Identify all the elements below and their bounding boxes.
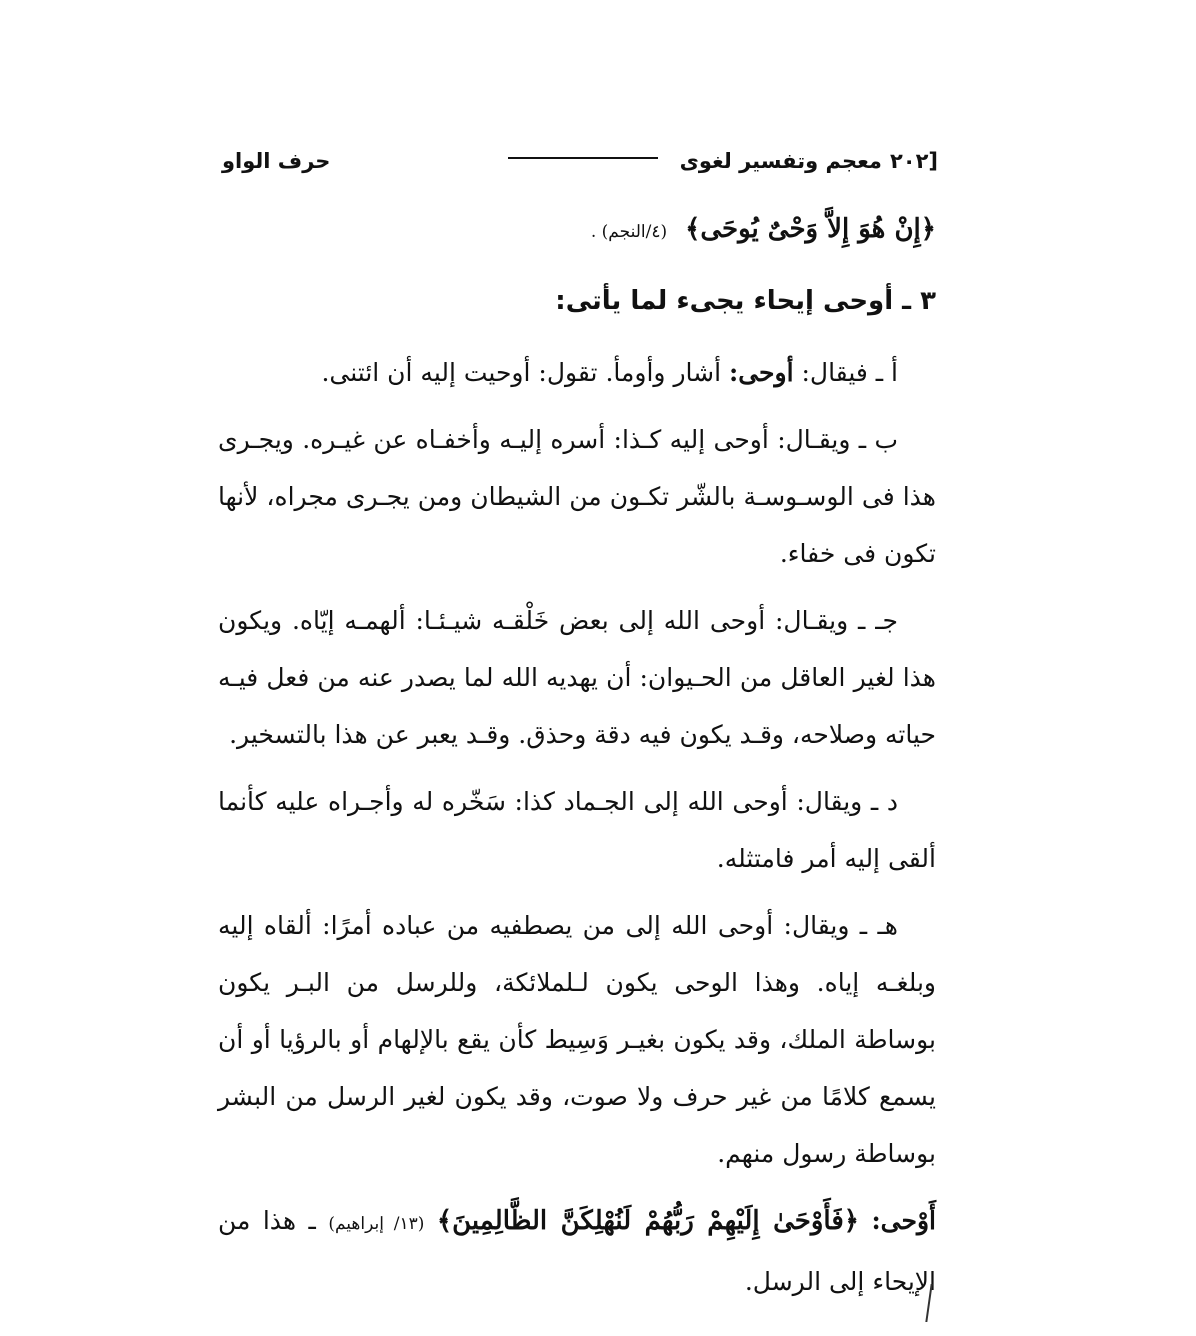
paragraph-alif-text: أشار وأومأ. تقول: أوحيت إليه أن ائتنى.: [321, 358, 729, 387]
paragraph-jim: جـ ـ ويقـال: أوحى الله إلى بعض خَلْقـه شيـئـا: ألهمـه إيّاه. ويكون هذا لغير العاقل من الحـيوان: أن يهديه الله لما يصدر عنه من فعل فيـه حياته وصلاحه، وقـد يكون فيه دقة وحذق. وقـد يعبر عن هذا بالتسخير.: [218, 606, 936, 749]
page-header: [222, 144, 938, 178]
header-rule: [508, 157, 658, 159]
verse-reference-ibrahim: (١٣/ إبراهيم): [328, 1214, 425, 1234]
quran-verse-ibrahim: ﴿فَأَوْحَىٰ إِلَيْهِمْ رَبُّهُمْ لَنُهْلِكَنَّ الظَّالِمِينَ﴾: [436, 1206, 860, 1236]
final-text: ـ هذا من الإيحاء إلى الرسل.: [218, 1206, 936, 1296]
final-term: أَوْحى:: [871, 1206, 936, 1235]
section-heading-3: ٣ ـ أوحى إيحاء يجىء لما يأتى:: [555, 286, 936, 316]
paragraph-dal: د ـ ويقال: أوحى الله إلى الجـماد كذا: سَخّره له وأجـراه عليه كأنما ألقى إليه أمر فامتثله.: [218, 787, 936, 873]
paragraph-alif-term: أوحى:: [728, 358, 794, 387]
paragraph-ha: هـ ـ ويقال: أوحى الله إلى من يصطفيه من عباده أمرًا: ألقاه إليه وبلغـه إياه. وهذا الوحى يكون لـلملائكة، وللرسل من البـر يكون بوساطة الملك، وقد يكون بغيـر وَسِيط كأن يقع بالإلهام أو بالرؤيا أو أن يسمع كلامًا من غير حرف ولا صوت، وقد يكون لغير الرسل من البشر بوساطة رسول منهم.: [218, 911, 936, 1168]
section-title: حرف الواو: [222, 149, 331, 173]
page-number: [٢٠٢: [889, 149, 938, 173]
page-body: [218, 200, 936, 1320]
header-right-group: [486, 149, 938, 173]
verse-reference: (٤/النجم) .: [590, 222, 668, 242]
final-paragraph: [218, 1192, 936, 1310]
book-title: معجم وتفسير لغوى: [679, 149, 882, 173]
verse-najm: [218, 200, 936, 261]
paragraph-alif-prefix: أ ـ فيقال:: [793, 358, 898, 387]
paragraph-alif: [218, 344, 936, 401]
paragraph-ba: ب ـ ويقـال: أوحى إليه كـذا: أسره إليـه وأخفـاه عن غيـره. ويجـرى هذا فى الوسـوسـة بالشّر تكـون من الشيطان ومن يجـرى مجراه، لأنها تكون فى خفاء.: [218, 425, 936, 568]
quran-verse: ﴿إِنْ هُوَ إِلاَّ وَحْىٌ يُوحَى﴾: [685, 214, 936, 244]
